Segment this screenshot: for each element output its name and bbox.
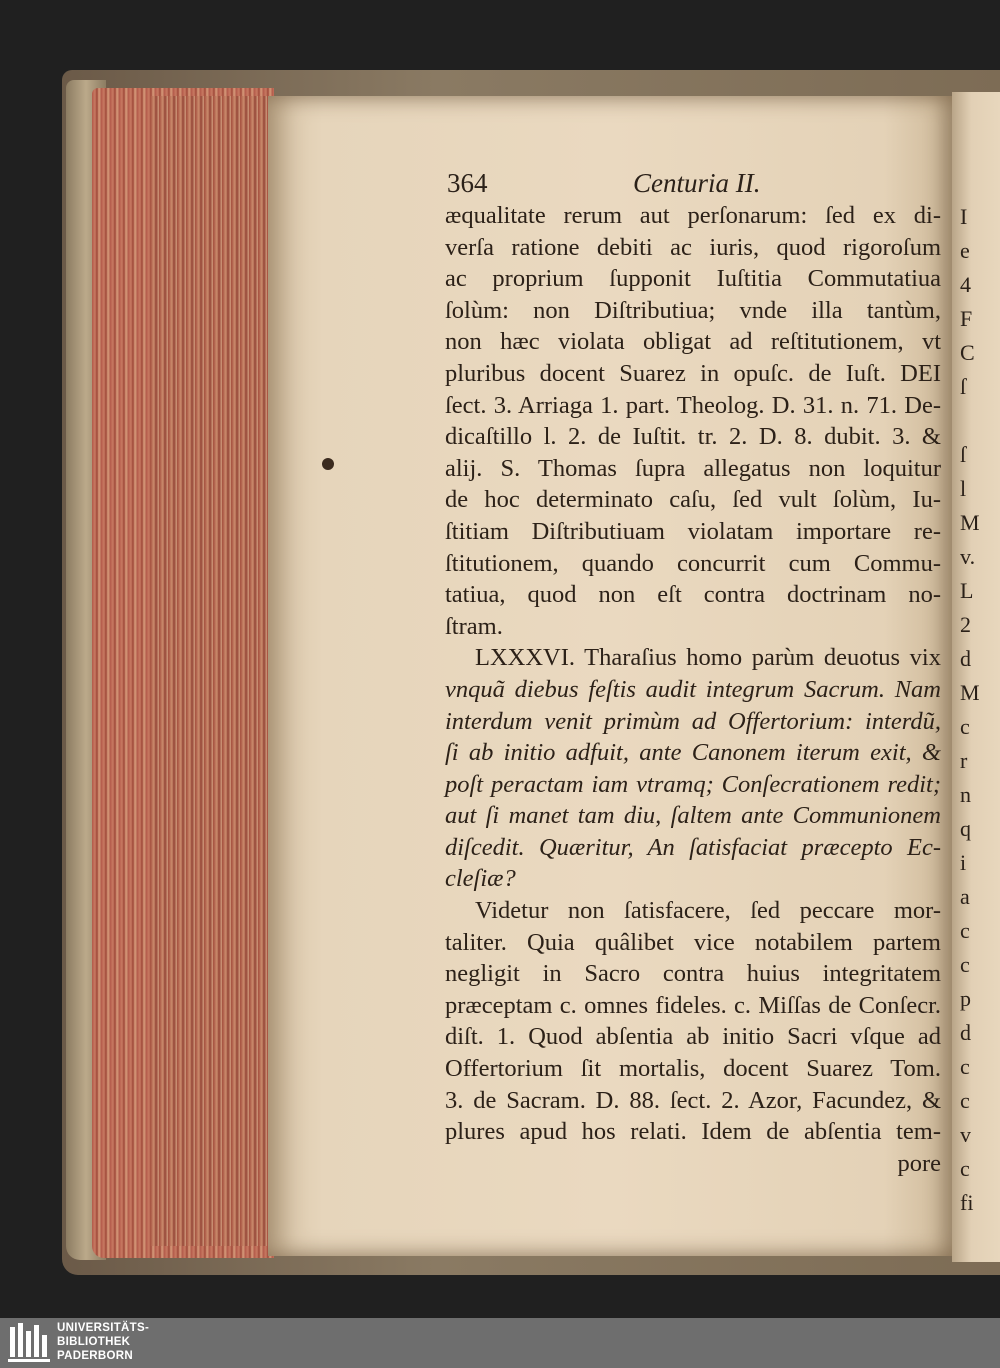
text-line: plures apud hos relati. Idem de abſentia tem- <box>445 1118 941 1146</box>
text-line: LXXXVI. Tharaſius homo parùm deuotus vix <box>475 644 941 672</box>
running-header <box>447 168 947 202</box>
text-line: Videtur non ſatisfacere, ſed peccare mor- <box>475 897 941 925</box>
text-line: præceptam c. omnes fideles. c. Miſſas de Conſecr. <box>445 991 941 1019</box>
text-line: dicaſtillo l. 2. de Iuſtit. tr. 2. D. 8. dubit. 3. & <box>445 423 941 451</box>
facing-line: F <box>960 306 973 331</box>
facing-line: v. <box>960 544 976 569</box>
library-name-line3: PADERBORN <box>57 1350 133 1362</box>
facing-line: c <box>960 918 970 943</box>
facing-line: 4 <box>960 272 971 297</box>
page-edges-inner <box>150 96 274 1246</box>
ink-blot <box>322 458 334 470</box>
facing-line: d <box>960 1020 971 1045</box>
text-line: verſa ratione debiti ac iuris, quod rigoroſum <box>445 233 941 261</box>
text-line: aut ſi manet tam diu, ſaltem ante Communionem <box>445 802 941 830</box>
library-name-line2: BIBLIOTHEK <box>57 1336 131 1348</box>
text-line: ſect. 3. Arriaga 1. part. Theolog. D. 31. n. 71. De- <box>445 391 941 419</box>
facing-line: v <box>960 1122 971 1147</box>
facing-line: r <box>960 748 968 773</box>
facing-line: l <box>960 476 967 501</box>
facing-line: c <box>960 1088 970 1113</box>
facing-line: I <box>960 204 968 229</box>
text-line: negligit in Sacro contra huius integritatem <box>445 960 941 988</box>
text-line: ſolùm: non Diſtributiua; vnde illa tantùm, <box>445 296 941 324</box>
text-line: æqualitate rerum aut perſonarum: ſed ex di- <box>445 202 941 229</box>
text-line: ſtram. <box>445 612 503 640</box>
facing-line: ſ <box>960 374 967 399</box>
facing-line: ſ <box>960 442 967 467</box>
facing-line: q <box>960 816 971 841</box>
facing-line: M <box>960 680 980 705</box>
facing-line: M <box>960 510 980 535</box>
text-line: ſi ab initio adfuit, ante Canonem iterum exit, & <box>445 739 941 767</box>
text-line: Offertorium ſit mortalis, docent Suarez Tom. <box>445 1055 941 1083</box>
facing-line: 2 <box>960 612 971 637</box>
facing-line: e <box>960 238 970 263</box>
text-line: ac proprium ſupponit Iuſtitia Commutatiua <box>445 265 941 293</box>
facing-line: c <box>960 714 970 739</box>
text-line: diſt. 1. Quod abſentia ab initio Sacri vſque ad <box>445 1023 941 1051</box>
text-line: diſcedit. Quæritur, An ſatisfaciat præcepto Ec- <box>445 833 941 861</box>
text-line: vnquã diebus feſtis audit integrum Sacrum. Nam <box>445 675 941 703</box>
text-line: 3. de Sacram. D. 88. ſect. 2. Azor, Facundez, & <box>445 1086 941 1114</box>
text-line: pore <box>897 1149 941 1177</box>
facing-line: d <box>960 646 971 671</box>
text-line: tatiua, quod non eſt contra doctrinam no- <box>445 581 941 609</box>
library-name-line1: UNIVERSITÄTS- <box>57 1322 150 1334</box>
facing-line: c <box>960 1156 970 1181</box>
text-line: non hæc violata obligat ad reſtitutionem, vt <box>445 328 941 356</box>
facing-line: c <box>960 1054 970 1079</box>
text-line: ſtitiam Diſtributiuam violatam importare re- <box>445 517 941 545</box>
facing-line: a <box>960 884 970 909</box>
facing-line: C <box>960 340 975 365</box>
facing-line: fi <box>960 1190 974 1215</box>
text-line: alij. S. Thomas ſupra allegatus non loquitur <box>445 454 941 482</box>
facing-line: n <box>960 782 971 807</box>
text-line: pluribus docent Suarez in opuſc. de Iuſt. DEI <box>445 359 941 387</box>
facing-line <box>960 404 1000 438</box>
facing-line: i <box>960 850 967 875</box>
text-line: interdum venit primùm ad Offertorium: interdũ, <box>445 707 941 735</box>
running-title: Centuria II. <box>633 168 761 198</box>
text-line: taliter. Quia quâlibet vice notabilem partem <box>445 928 941 956</box>
text-line: ſtitutionem, quando concurrit cum Commu- <box>445 549 941 577</box>
text-line: de hoc determinato caſu, ſed vult ſolùm, Iu- <box>445 486 941 514</box>
facing-line: c <box>960 952 970 977</box>
facing-line: p <box>960 986 971 1011</box>
body-text <box>445 200 941 1179</box>
page-number: 364 <box>447 168 488 198</box>
footer-bar <box>0 1318 1000 1368</box>
facing-line: L <box>960 578 974 603</box>
text-line: poſt peractam iam vtramq; Conſecrationem redit; <box>445 770 941 798</box>
library-logo-icon <box>6 1321 52 1365</box>
facing-page-text <box>960 200 1000 1220</box>
library-name <box>57 1321 149 1363</box>
text-line: cleſiæ? <box>445 865 516 893</box>
